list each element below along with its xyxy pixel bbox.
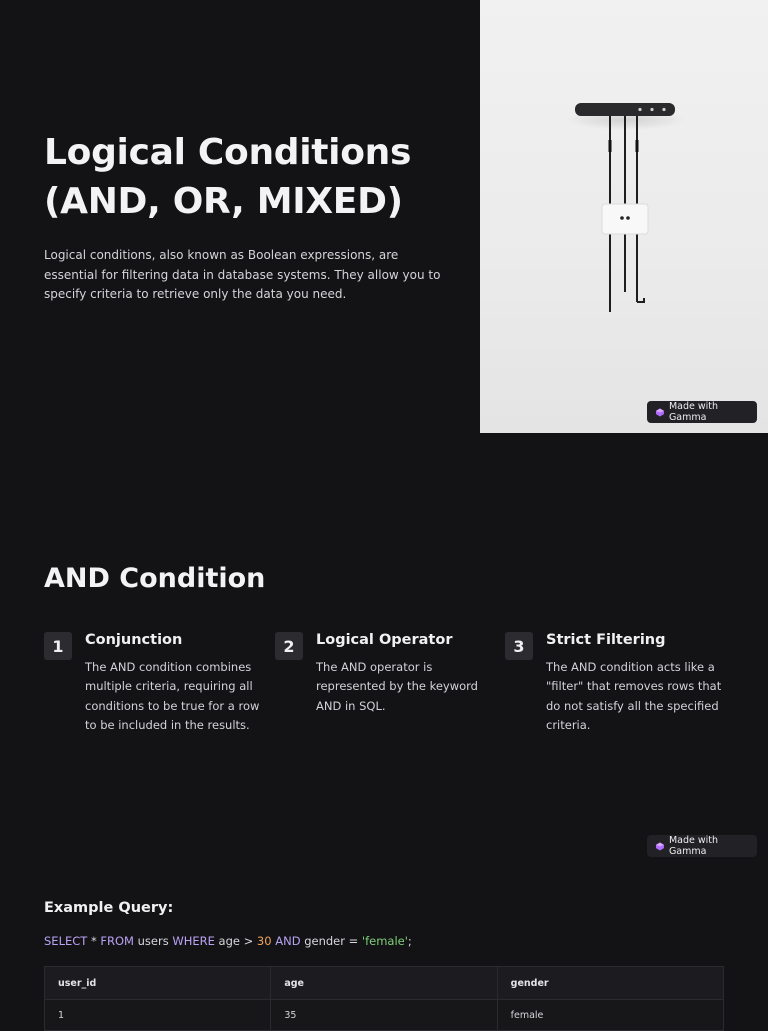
table-cell: 35: [271, 1000, 497, 1031]
sql-text: ;: [407, 934, 412, 948]
page-title: Logical Conditions (AND, OR, MIXED): [44, 132, 412, 222]
sql-keyword: FROM: [100, 934, 134, 948]
sql-text: age >: [214, 934, 257, 948]
badge-label: Made with Gamma: [668, 835, 719, 857]
step-body: The AND condition acts like a "filter" that removes rows that do not satisfy all the specified criteria.: [546, 660, 722, 732]
sql-keyword: AND: [275, 934, 301, 948]
step-body: The AND condition combines multiple criteria, requiring all conditions to be true for a row to be included in the results.: [85, 660, 260, 732]
result-table: [44, 966, 724, 1031]
hero-description: Logical conditions, also known as Boolean expressions, are essential for filtering data in database systems. They allow you to specify criteria to retrieve only the data you need.: [44, 248, 441, 301]
made-with-gamma-badge[interactable]: [647, 835, 757, 857]
step-number: 3: [505, 632, 533, 660]
step-title: Strict Filtering: [546, 632, 666, 648]
sql-query: [44, 934, 412, 948]
badge-label: Made with Gamma: [668, 401, 719, 423]
step-number: 2: [275, 632, 303, 660]
sql-keyword: SELECT: [44, 934, 88, 948]
step-number: 1: [44, 632, 72, 660]
sql-text: *: [87, 934, 101, 948]
step-title: Conjunction: [85, 632, 183, 648]
table-row: [45, 1000, 724, 1031]
step-body: The AND operator is represented by the keyword AND in SQL.: [316, 660, 478, 713]
gamma-gem-icon: [656, 408, 664, 417]
table-header-row: [45, 967, 724, 1000]
wall-rack-illustration: [480, 0, 768, 433]
section-title: AND Condition: [44, 563, 266, 594]
table-cell: 1: [45, 1000, 271, 1031]
gamma-gem-icon: [656, 842, 664, 851]
column-header: age: [271, 967, 497, 1000]
example-label: Example Query:: [44, 900, 174, 916]
table-cell: female: [497, 1000, 723, 1031]
made-with-gamma-badge[interactable]: [647, 401, 757, 423]
sql-text: gender =: [300, 934, 362, 948]
sql-string: 'female': [361, 934, 408, 948]
step-title: Logical Operator: [316, 632, 453, 648]
sql-text: users: [133, 934, 173, 948]
sql-number: 30: [256, 934, 272, 948]
hero-image: [480, 0, 768, 433]
column-header: user_id: [45, 967, 271, 1000]
sql-keyword: WHERE: [172, 934, 215, 948]
column-header: gender: [497, 967, 723, 1000]
